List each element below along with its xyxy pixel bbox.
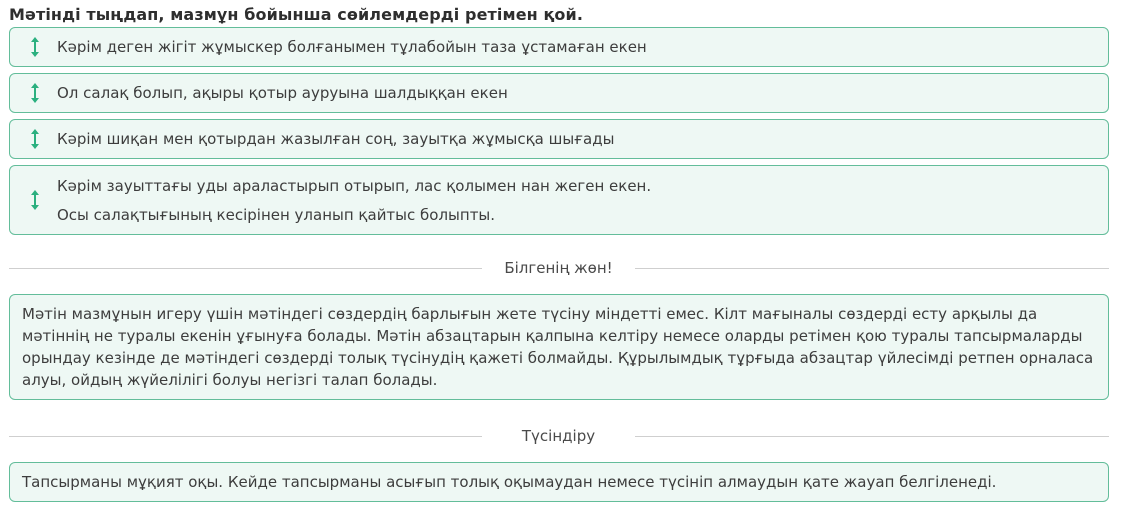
knowledge-text: Мәтін мазмұнын игеру үшін мәтіндегі сөздердің барлығын жете түсіну міндетті емес. Кілт мағыналы сөздерді есту арқылы да мәтіннің не туралы екенін ұғынуға болады. Мәтін абзацтарын қалпына келтіру немесе оларды ретімен қою туралы тапсырмаларды орындау кезінде де мәтіндегі сөздерді толық түсінудің қажеті болмайды. Құрылымдық тұрғыда абзацтар үйлесімді ретпен орналаса алуы, ойдың жүйелілігі болуы негізгі талап болады. — [22, 305, 1094, 389]
ordering-item-1[interactable] — [9, 27, 1109, 67]
task-title: Мәтінді тыңдап, мазмұн бойынша сөйлемдерді ретімен қой. — [9, 5, 584, 24]
ordering-item-text: Кәрім шиқан мен қотырдан жазылған соң, зауытқа жұмысқа шығады — [57, 130, 615, 148]
explanation-box — [9, 462, 1109, 502]
drag-handle-icon[interactable] — [30, 190, 40, 210]
divider-line — [635, 268, 1109, 269]
explanation-divider — [9, 425, 1109, 447]
ordering-item-4[interactable] — [9, 165, 1109, 235]
ordering-item-3[interactable] — [9, 119, 1109, 159]
ordering-list — [9, 27, 1109, 241]
divider-line — [9, 436, 482, 437]
knowledge-box — [9, 294, 1109, 400]
ordering-item-text: Кәрім зауыттағы уды араластырып отырып, лас қолымен нан жеген екен. — [57, 176, 652, 195]
drag-handle-icon[interactable] — [30, 129, 40, 149]
knowledge-divider — [9, 257, 1109, 279]
ordering-item-text: Ол салақ болып, ақыры қотыр ауруына шалдыққан екен — [57, 84, 508, 102]
ordering-item-text: Кәрім деген жігіт жұмыскер болғанымен тұлабойын таза ұстамаған екен — [57, 38, 647, 56]
explanation-text: Тапсырманы мұқият оқы. Кейде тапсырманы асығып толық оқымаудан немесе түсініп алмаудын қате жауап белгіленеді. — [22, 473, 997, 491]
knowledge-heading: Білгенің жөн! — [504, 259, 613, 277]
drag-handle-icon[interactable] — [30, 37, 40, 57]
ordering-item-text: Осы салақтығының кесірінен уланып қайтыс болыпты. — [57, 205, 496, 224]
ordering-item-2[interactable] — [9, 73, 1109, 113]
explanation-heading: Түсіндіру — [521, 427, 596, 445]
divider-line — [635, 436, 1109, 437]
drag-handle-icon[interactable] — [30, 83, 40, 103]
divider-line — [9, 268, 482, 269]
